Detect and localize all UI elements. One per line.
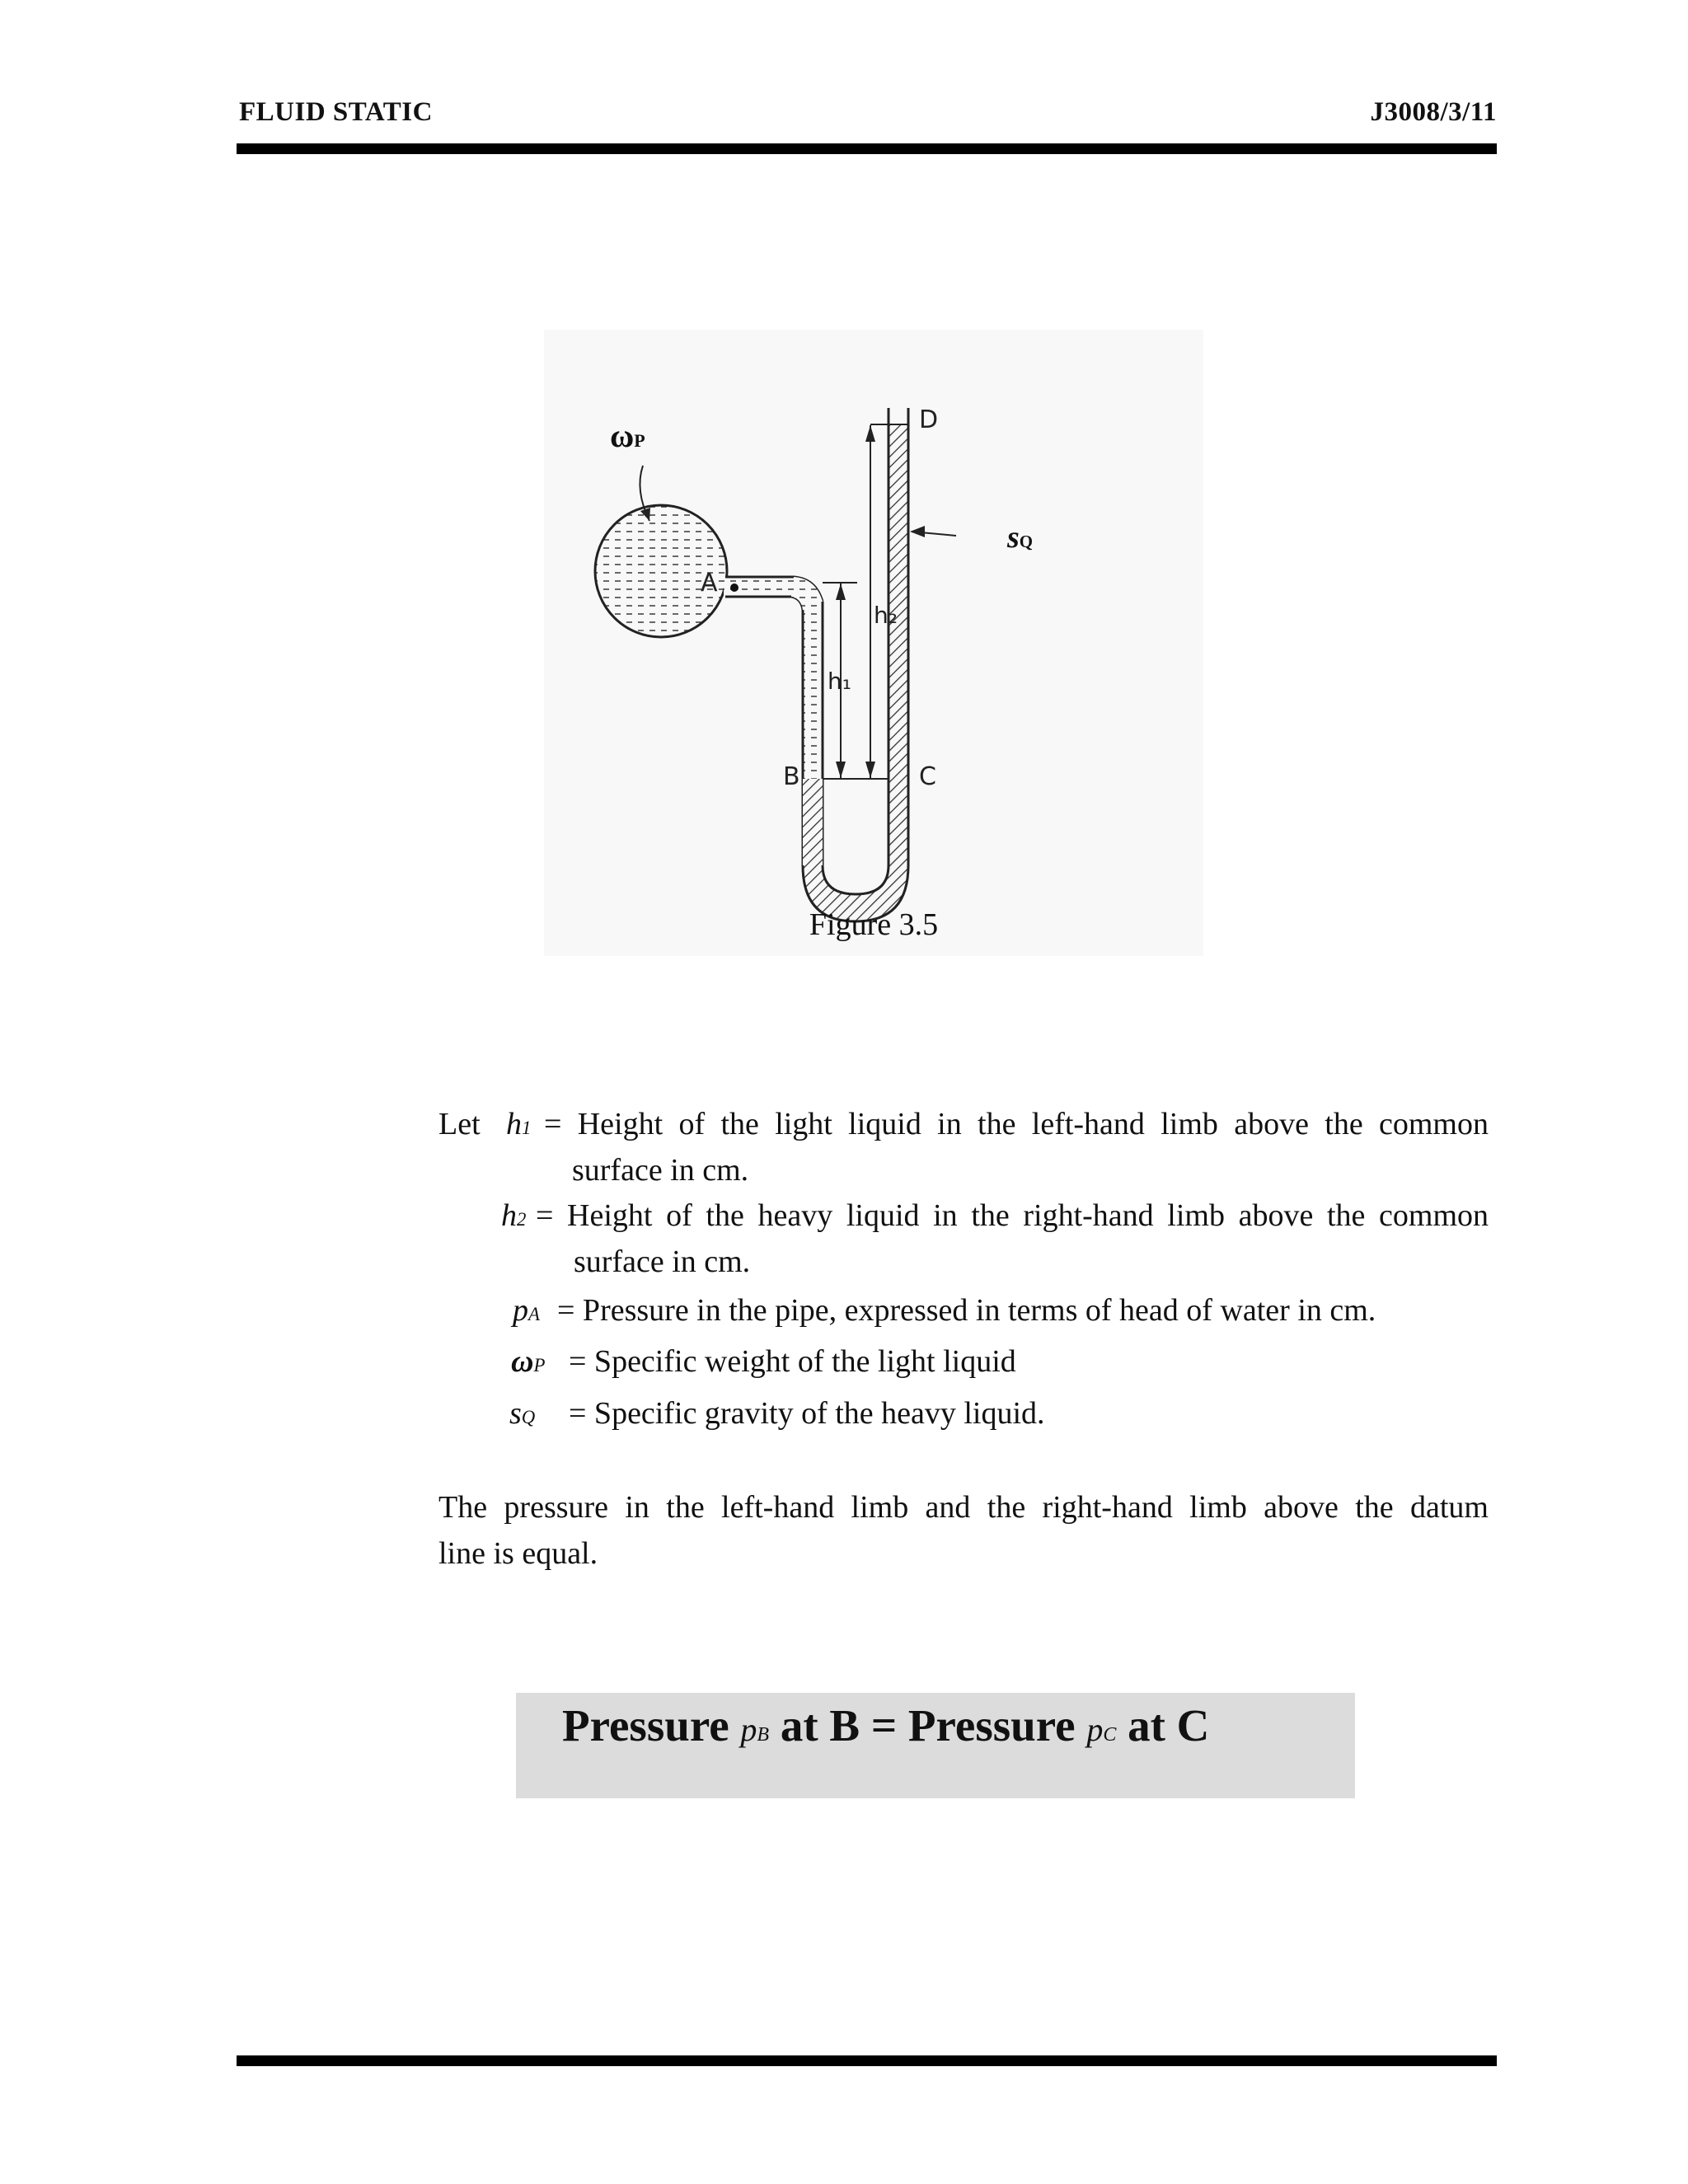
h1-definition-cont: surface in cm. [572, 1153, 749, 1188]
formula-box [516, 1693, 1355, 1798]
pa-symbol: pA [513, 1293, 540, 1328]
omega-p-definition: = Specific weight of the light liquid [569, 1344, 1016, 1379]
h2-definition: = Height of the heavy liquid in the right-hand limb above the common [536, 1198, 1489, 1233]
label-c: C [919, 762, 936, 791]
header-title: FLUID STATIC [239, 97, 433, 127]
h2-definition-cont: surface in cm. [574, 1244, 751, 1279]
figure-caption: Figure 3.5 [809, 907, 939, 942]
sq-definition: = Specific gravity of the heavy liquid. [569, 1396, 1045, 1431]
omega-p-label: ωP [610, 417, 645, 454]
label-h2: h₂ [874, 602, 898, 629]
header-rule [237, 143, 1497, 154]
h1-symbol: h1 [506, 1107, 532, 1141]
label-a: A [701, 569, 718, 598]
label-h1: h₁ [828, 668, 851, 695]
point-a-dot [730, 583, 738, 592]
omega-p-symbol: ωP [511, 1344, 546, 1379]
label-b: B [783, 762, 800, 791]
pb-symbol: pB [740, 1711, 770, 1748]
pa-definition: = Pressure in the pipe, expressed in terms of head of water in cm. [557, 1293, 1376, 1328]
datum-statement-cont: line is equal. [438, 1536, 598, 1571]
header-page-ref: J3008/3/11 [1370, 97, 1497, 127]
h2-symbol: h2 [501, 1198, 527, 1233]
h1-definition: = Height of the light liquid in the left-hand limb above the common [544, 1107, 1489, 1141]
pc-symbol: pC [1086, 1711, 1117, 1748]
let-word: Let [438, 1107, 481, 1141]
sq-symbol: sQ [509, 1396, 536, 1431]
s-q-label: sQ [1007, 520, 1034, 555]
datum-statement: The pressure in the left-hand limb and the right-hand limb above the datum [438, 1490, 1489, 1525]
footer-rule [237, 2055, 1497, 2066]
figure-u-tube-manometer [544, 330, 1203, 956]
pressure-equality-formula: Pressure pB at B = Pressure pC at C [562, 1700, 1210, 1750]
label-d: D [919, 405, 939, 434]
